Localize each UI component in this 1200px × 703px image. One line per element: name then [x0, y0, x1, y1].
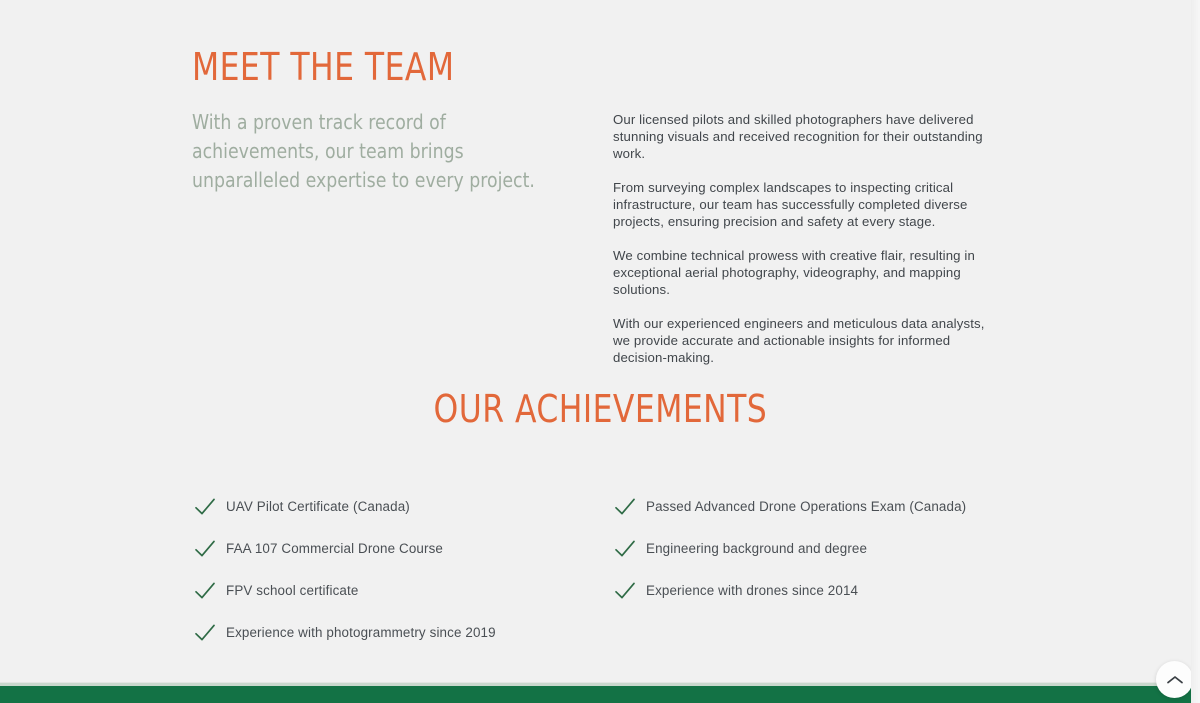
list-item-label: FAA 107 Commercial Drone Course	[226, 541, 444, 556]
list-item-label: FPV school certificate	[226, 583, 359, 598]
check-icon	[612, 494, 638, 520]
footer-bar	[0, 686, 1200, 703]
scrollbar-track[interactable]	[1191, 0, 1200, 703]
meet-the-team-section	[192, 44, 1008, 366]
check-icon	[192, 536, 218, 562]
check-icon	[192, 578, 218, 604]
check-icon	[612, 578, 638, 604]
team-paragraph: We combine technical prowess with creative flair, resulting in exceptional aerial photography, videography, and mapping solutions.	[613, 248, 975, 297]
team-right-column	[613, 108, 1003, 366]
check-icon	[192, 620, 218, 646]
team-left-column	[192, 108, 613, 366]
list-item-label: UAV Pilot Certificate (Canada)	[226, 499, 410, 514]
list-item	[612, 528, 1022, 570]
list-item	[192, 486, 612, 528]
page-title: MEET THE TEAM	[192, 45, 455, 89]
team-columns	[192, 108, 1008, 366]
scroll-to-top-button[interactable]	[1156, 661, 1193, 698]
list-item-label: Engineering background and degree	[646, 541, 868, 556]
achievements-title-text: OUR ACHIEVEMENTS	[433, 387, 767, 431]
chevron-up-icon	[1166, 674, 1184, 686]
check-icon	[192, 494, 218, 520]
achievements-left-column	[192, 486, 612, 654]
list-item	[612, 486, 1022, 528]
list-item-label: Experience with drones since 2014	[646, 583, 859, 598]
team-paragraph: From surveying complex landscapes to inspecting critical infrastructure, our team has successfully completed diverse projects, ensuring precision and safety at every stage.	[613, 180, 968, 229]
list-item	[612, 570, 1022, 612]
team-paragraph: Our licensed pilots and skilled photographers have delivered stunning visuals and received recognition for their outstanding work.	[613, 112, 983, 161]
achievements-right-column	[612, 486, 1022, 612]
list-item-label: Passed Advanced Drone Operations Exam (Canada)	[646, 499, 967, 514]
achievements-title	[0, 386, 1200, 432]
list-item-label: Experience with photogrammetry since 2019	[226, 625, 496, 640]
check-icon	[612, 536, 638, 562]
team-paragraph: With our experienced engineers and meticulous data analysts, we provide accurate and actionable insights for informed decision-making.	[613, 316, 985, 365]
team-lead-text: With a proven track record of achievements, our team brings unparalleled expertise to every project.	[192, 110, 535, 192]
list-item	[192, 570, 612, 612]
list-item	[192, 612, 612, 654]
list-item	[192, 528, 612, 570]
